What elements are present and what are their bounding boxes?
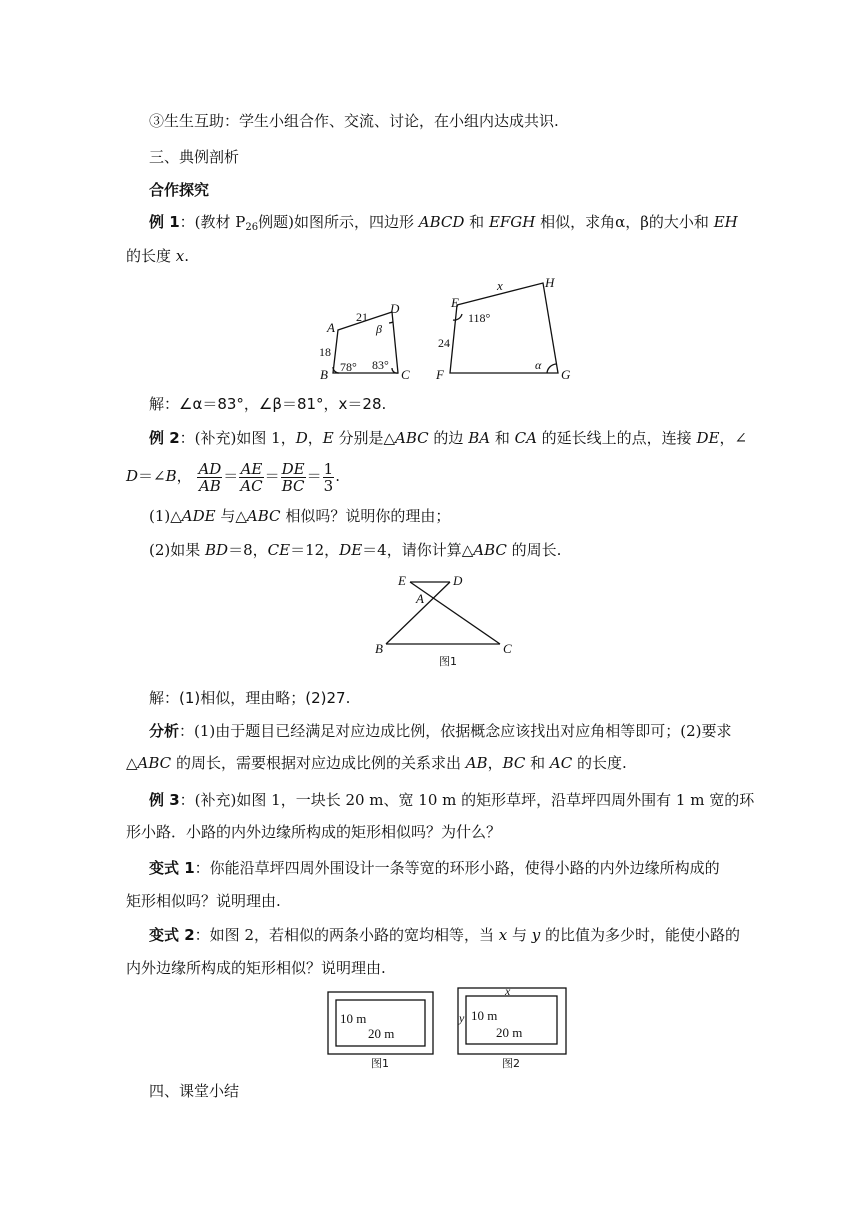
angle-b: 78° (340, 360, 357, 374)
question-2: (2)如果 BD＝8，CE＝12，DE＝4，请你计算△ABC 的周长. (149, 541, 562, 559)
label-d: D (390, 301, 400, 316)
label-e: E (398, 573, 406, 588)
example-1-line-2: 的长度 x. (126, 247, 190, 265)
length-ad: 21 (356, 310, 368, 324)
section-heading-summary: 四、课堂小结 (149, 1082, 240, 1100)
angle-g: α (535, 358, 542, 372)
question-1: (1)△ADE 与△ABC 相似吗？说明你的理由； (149, 507, 451, 525)
section-heading-examples: 三、典例剖析 (149, 148, 240, 166)
example-1-line-1: 例 1：(教材 $P_{26}$例题)如图所示，四边形 ABCD 和 EFGH 相似，求角α，β的大小和 EH (149, 213, 738, 233)
length-ab: 18 (319, 345, 331, 359)
rect2-length-label: 20 m (496, 1025, 523, 1040)
variant-2-line-1: 变式 2：如图 2，若相似的两条小路的宽均相等，当 x 与 y 的比值为多少时，能使小路的 (149, 926, 741, 944)
label-c: C (401, 367, 410, 382)
label-c: C (503, 641, 512, 656)
example-2-line-1: 例 2：(补充)如图 1，D，E 分别是△ABC 的边 BA 和 CA 的延长线上的点，连接 DE，∠ (149, 429, 748, 447)
solution-2: 解：(1)相似，理由略；(2)27. (149, 689, 351, 707)
label-h: H (545, 275, 555, 290)
angle-d: β (376, 322, 382, 336)
variant-2-line-2: 内外边缘所构成的矩形相似？说明理由. (126, 959, 386, 977)
label-a: A (327, 320, 335, 335)
variant-1-line-1: 变式 1：你能沿草坪四周外围设计一条等宽的环形小路，使得小路的内外边缘所构成的 (149, 859, 720, 877)
subheading-cooperative: 合作探究 (149, 181, 210, 199)
rect2-x-label: x (505, 984, 511, 998)
analysis-line-2: △ABC 的周长，需要根据对应边成比例的关系求出 AB，BC 和 AC 的长度. (126, 754, 627, 772)
angle-e: 118° (468, 311, 491, 325)
fraction-de-bc: $\frac{DE}{BC}$ (281, 459, 305, 495)
label-b: B (375, 641, 383, 656)
length-ef: 24 (438, 336, 450, 350)
length-eh: x (497, 278, 503, 293)
example-2-line-2: D＝∠B， $\frac{AD}{AB}$ ＝ $\frac{AE}{AC}$ ＝ $\frac{DE}{BC}$ ＝ $\frac{1}{3}$ . (126, 459, 340, 495)
fraction-ad-ab: $\frac{AD}{AB}$ (198, 459, 222, 495)
figure-caption: 图1 (439, 655, 457, 668)
fraction-one-third: $\frac{1}{3}$ (323, 459, 334, 495)
variant-1-line-2: 矩形相似吗？说明理由. (126, 892, 281, 910)
label-e: E (451, 295, 459, 310)
solution-1: 解：∠α＝83°，∠β＝81°，x＝28. (149, 395, 387, 413)
label-f: F (436, 367, 444, 382)
rect1-caption: 图1 (371, 1057, 389, 1070)
rect1-width-label: 10 m (340, 1011, 367, 1026)
angle-c: 83° (372, 358, 389, 372)
triangles-figure (370, 572, 520, 672)
rect1-length-label: 20 m (368, 1026, 395, 1041)
label-a: A (416, 591, 424, 606)
example-3-line-2: 形小路．小路的内外边缘所构成的矩形相似吗？为什么？ (126, 823, 502, 841)
rect2-width-label: 10 m (471, 1008, 498, 1023)
rectangles-figure (325, 985, 575, 1075)
text-line-mutual-help: ③生生互助：学生小组合作、交流、讨论，在小组内达成共识. (149, 112, 559, 130)
label-g: G (561, 367, 571, 382)
rect2-caption: 图2 (502, 1057, 520, 1070)
fraction-ae-ac: $\frac{AE}{AC}$ (240, 459, 263, 495)
quadrilateral-figure (310, 272, 580, 387)
label-b: B (320, 367, 328, 382)
example-3-line-1: 例 3：(补充)如图 1，一块长 20 m、宽 10 m 的矩形草坪，沿草坪四周外围有 1 m 宽的环 (149, 791, 755, 809)
analysis-line-1: 分析：(1)由于题目已经满足对应边成比例，依据概念应该找出对应角相等即可；(2)要求 (149, 722, 732, 740)
rect2-y-label: y (459, 1011, 465, 1025)
label-d: D (453, 573, 463, 588)
